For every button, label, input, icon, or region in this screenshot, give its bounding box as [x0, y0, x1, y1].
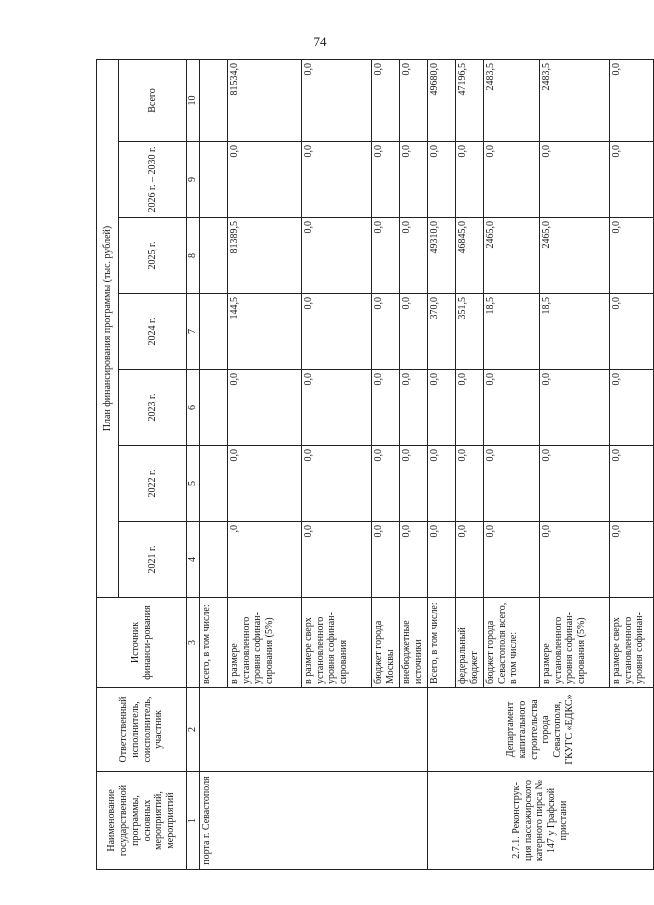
header-year: 2023 г. [119, 370, 187, 446]
row-source: внебюджетные источники [399, 598, 427, 688]
value-cell: 0,0 [399, 218, 427, 294]
page-number: 74 [313, 34, 327, 49]
value-cell: 0,0 [539, 522, 609, 598]
value-cell: 0,0 [609, 218, 653, 294]
table-row [199, 60, 227, 870]
value-cell: 351,5 [455, 294, 483, 370]
table-row [427, 60, 455, 870]
value-cell [199, 370, 227, 446]
value-cell: 0,0 [371, 218, 399, 294]
value-cell: 0,0 [483, 142, 539, 218]
index-cell: 9 [187, 142, 200, 218]
row-source: в размере установленного уровня софинан-сирования (5%) [539, 598, 609, 688]
value-cell: 0,0 [301, 60, 371, 142]
value-cell: 0,0 [371, 446, 399, 522]
row-source: в размере сверх установленного уровня софинан-сирования [301, 598, 371, 688]
value-cell: 18,5 [539, 294, 609, 370]
header-year: 2024 г. [119, 294, 187, 370]
value-cell: 0,0 [539, 446, 609, 522]
value-cell: 0,0 [455, 446, 483, 522]
value-cell: 0,0 [483, 370, 539, 446]
value-cell: 0,0 [427, 522, 455, 598]
value-cell: 0,0 [539, 370, 609, 446]
index-cell: 1 [187, 772, 200, 870]
value-cell: 0,0 [301, 370, 371, 446]
value-cell: 144,5 [227, 294, 301, 370]
value-cell: 0,0 [399, 446, 427, 522]
value-cell: 0,0 [609, 522, 653, 598]
row-source: Всего, в том числе: [427, 598, 455, 688]
value-cell: 49680,0 [427, 60, 455, 142]
value-cell: 0,0 [371, 370, 399, 446]
header-total: Всего [119, 60, 187, 142]
value-cell: 0,0 [227, 446, 301, 522]
index-cell: 6 [187, 370, 200, 446]
value-cell: 0,0 [371, 294, 399, 370]
index-row [187, 60, 200, 870]
header-name-col: Наименование государственной программы, основных мероприятий, мероприятий [97, 772, 187, 870]
value-cell: 0,0 [609, 370, 653, 446]
value-cell: 0,0 [301, 294, 371, 370]
value-cell: 2483,5 [483, 60, 539, 142]
value-cell: 0,0 [427, 142, 455, 218]
row-name: порта г. Севастополя [199, 772, 427, 870]
header-plan-group: План финансирования программы (тыс. рублей) [97, 60, 119, 598]
value-cell: 0,0 [427, 370, 455, 446]
value-cell: 0,0 [371, 522, 399, 598]
row-source: всего, в том числе: [199, 598, 227, 688]
value-cell: 0,0 [539, 142, 609, 218]
value-cell: 0,0 [609, 60, 653, 142]
value-cell [199, 142, 227, 218]
value-cell [199, 522, 227, 598]
value-cell: 0,0 [483, 522, 539, 598]
value-cell: 0,0 [399, 142, 427, 218]
row-source: бюджет города Москвы [371, 598, 399, 688]
value-cell: 0,0 [455, 142, 483, 218]
value-cell: 0,0 [227, 142, 301, 218]
value-cell [199, 60, 227, 142]
header-year: 2026 г. – 2030 г. [119, 142, 187, 218]
value-cell: 0,0 [483, 446, 539, 522]
value-cell: 0,0 [427, 446, 455, 522]
value-cell: 2465,0 [483, 218, 539, 294]
value-cell: 0,0 [455, 370, 483, 446]
value-cell: 0,0 [301, 218, 371, 294]
value-cell: 0,0 [399, 522, 427, 598]
value-cell: 46845,0 [455, 218, 483, 294]
row-exec [199, 688, 427, 772]
header-year: 2022 г. [119, 446, 187, 522]
value-cell: 49310,0 [427, 218, 455, 294]
header-source-col: Источник финанси-рования [97, 598, 187, 688]
rotated-table-wrapper [96, 60, 646, 870]
row-exec: Департамент капитального строительства города Севастополя, ГКУГС «ЕДКС» [427, 688, 653, 772]
row-source: федеральный бюджет [455, 598, 483, 688]
index-cell: 2 [187, 688, 200, 772]
value-cell: 18,5 [483, 294, 539, 370]
value-cell: 0,0 [399, 60, 427, 142]
value-cell: 0,0 [227, 370, 301, 446]
value-cell: 81534,0 [227, 60, 301, 142]
value-cell: 0,0 [301, 522, 371, 598]
header-year: 2025 г. [119, 218, 187, 294]
value-cell: 0,0 [301, 446, 371, 522]
index-cell: 3 [187, 598, 200, 688]
value-cell: 0,0 [371, 142, 399, 218]
header-exec-col: Ответственный исполнитель, соисполнитель, участник [97, 688, 187, 772]
index-cell: 10 [187, 60, 200, 142]
value-cell: 0,0 [301, 142, 371, 218]
row-source: в размере установленного уровня софинан-сирования (5%) [227, 598, 301, 688]
value-cell: 0,0 [455, 522, 483, 598]
value-cell [199, 446, 227, 522]
value-cell: 81389,5 [227, 218, 301, 294]
value-cell: 0,0 [399, 370, 427, 446]
row-name: 2.7.1. Реконструк-ция пассажирского катерного пирса № 147 у Графской пристани [427, 772, 653, 870]
value-cell: 370,0 [427, 294, 455, 370]
index-cell: 4 [187, 522, 200, 598]
header-year: 2021 г. [119, 522, 187, 598]
value-cell: 0,0 [609, 446, 653, 522]
value-cell: 0,0 [609, 142, 653, 218]
value-cell: 0,0 [609, 294, 653, 370]
value-cell: 2483,5 [539, 60, 609, 142]
financing-table [96, 59, 654, 870]
value-cell: 0,0 [399, 294, 427, 370]
value-cell [199, 294, 227, 370]
value-cell: 47196,5 [455, 60, 483, 142]
index-cell: 5 [187, 446, 200, 522]
value-cell: 0,0 [371, 60, 399, 142]
index-cell: 8 [187, 218, 200, 294]
row-source: в размере сверх установленного уровня софинан- [609, 598, 653, 688]
value-cell [199, 218, 227, 294]
index-cell: 7 [187, 294, 200, 370]
row-source: бюджет города Севастополя всего, в том числе: [483, 598, 539, 688]
value-cell: ,0 [227, 522, 301, 598]
value-cell: 2465,0 [539, 218, 609, 294]
